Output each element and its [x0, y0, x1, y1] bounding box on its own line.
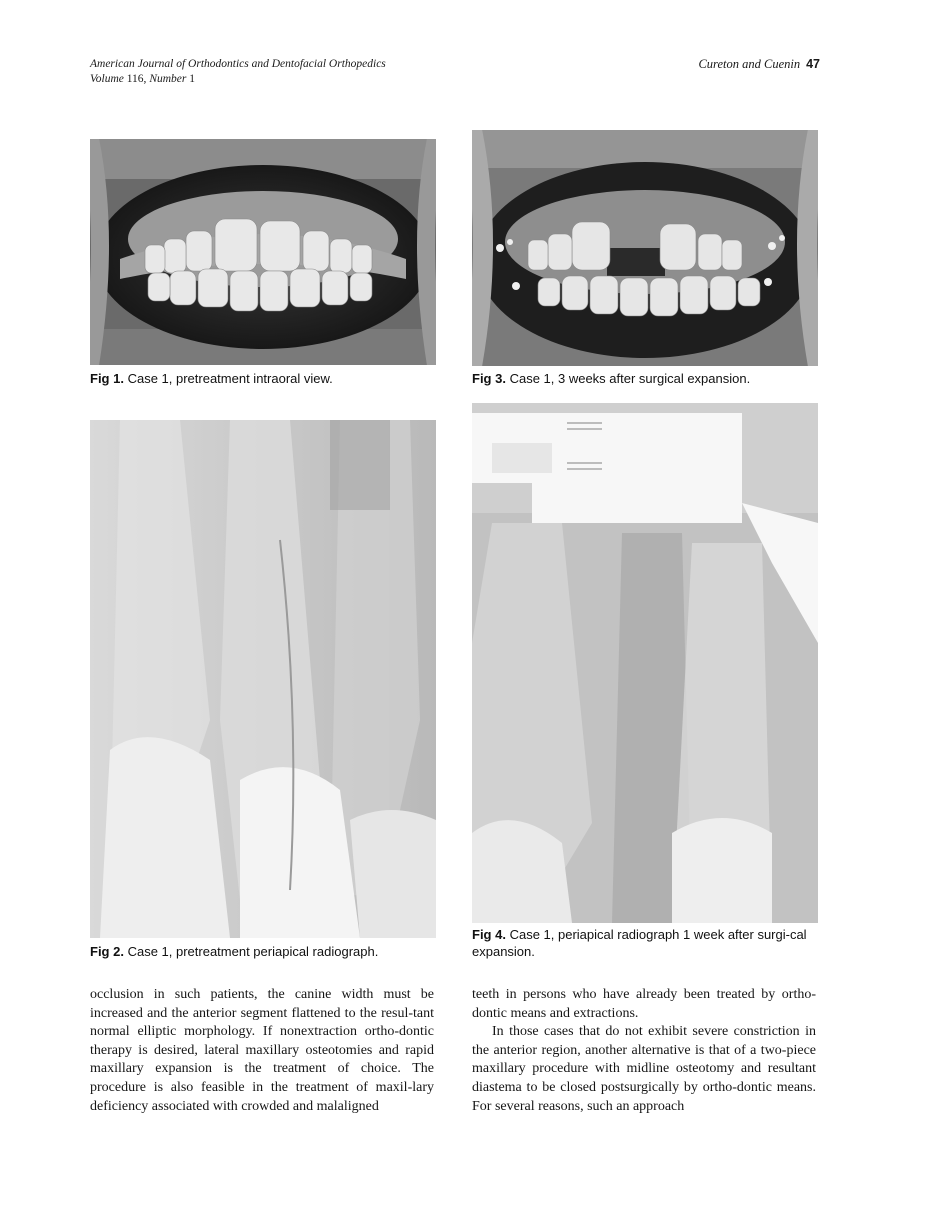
figure-3-caption: Fig 3. Case 1, 3 weeks after surgical expansion.: [472, 371, 751, 386]
running-header-journal: [90, 57, 386, 87]
paragraph: In those cases that do not exhibit severe constriction in the anterior region, another alternative is that of a two-piece maxillary procedure with midline osteotomy and resultant diastema to be closed postsurgically by ortho-dontic means. For several reasons, such an approach: [472, 1024, 816, 1114]
journal-title: American Journal of Orthodontics and Dentofacial Orthopedics: [90, 58, 386, 70]
figure-3-intraoral-photo: [472, 130, 818, 366]
figure-4-radiograph: [472, 403, 818, 923]
figure-2-caption: Fig 2. Case 1, pretreatment periapical radiograph.: [90, 944, 379, 959]
paragraph: teeth in persons who have already been treated by ortho-dontic means and extractions.: [472, 987, 816, 1021]
page-number: 47: [806, 57, 820, 71]
paragraph: occlusion in such patients, the canine width must be increased and the anterior segment flattened to the resul-tant normal elliptic morphology. If nonextraction ortho-dontic therapy is desired, lateral maxillary osteotomies and rapid maxillary expansion is the treatment of choice. The procedure is also feasible in the treatment of maxil-lary deficiency associated with crowded and malaligned: [90, 987, 434, 1114]
figure-1-caption: Fig 1. Case 1, pretreatment intraoral view.: [90, 371, 333, 386]
body-right-column: [472, 986, 816, 1116]
authors: Cureton and Cuenin: [698, 57, 801, 71]
volume-line: Volume 116, Number 1: [90, 73, 195, 85]
figure-4-caption: Fig 4. Case 1, periapical radiograph 1 week after surgi-cal expansion.: [472, 927, 807, 959]
body-left-column: [90, 986, 434, 1116]
figure-1-intraoral-photo: [90, 139, 436, 365]
figure-2-radiograph: [90, 420, 436, 938]
running-header-authors: [698, 57, 820, 72]
